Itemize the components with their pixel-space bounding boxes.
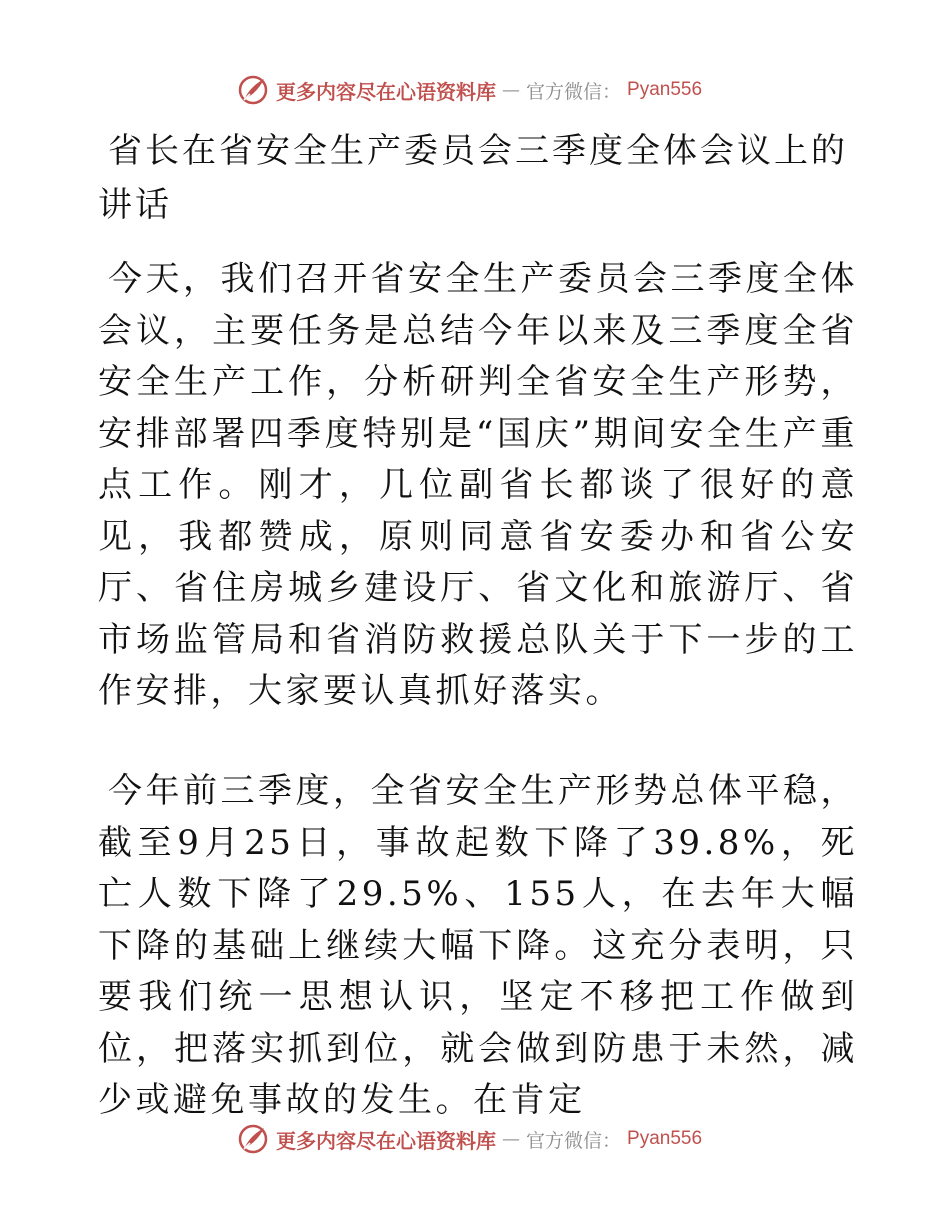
footer-dash: — [502, 1128, 520, 1150]
footer-brand-text: 更多内容尽在心语资料库 [276, 1128, 496, 1153]
header-dash: — [502, 79, 520, 101]
header-watermark [236, 72, 702, 108]
footer-wechat-account: Pyan556 [627, 1128, 703, 1149]
header-wechat-label: 官方微信： [526, 80, 622, 103]
document-title: 省长在省安全生产委员会三季度全体会议上的讲话 [98, 131, 848, 225]
paragraph-2: 今年前三季度，全省安全生产形势总体平稳，截至9月25日，事故起数下降了39.8%，死亡人数下降了29.5%、155人，在去年大幅下降的基础上继续大幅下降。这充分表明，只要我们统一思想认识，坚定不移把工作做到位，把落实抓到位，就会做到防患于未然，减少或避免事故的发生。在肯定 [98, 771, 858, 1120]
footer-wechat-label: 官方微信： [526, 1129, 622, 1152]
header-wechat-account: Pyan556 [627, 79, 703, 100]
quill-logo-icon [236, 1122, 270, 1156]
quill-logo-icon [236, 73, 270, 107]
header-brand-text: 更多内容尽在心语资料库 [276, 79, 496, 104]
paragraph-1: 今天，我们召开省安全生产委员会三季度全体会议，主要任务是总结今年以来及三季度全省安全生产工作，分析研判全省安全生产形势，安排部署四季度特别是“国庆”期间安全生产重点工作。刚才，几位副省长都谈了很好的意见，我都赞成，原则同意省安委办和省公安厅、省住房城乡建设厅、省文化和旅游厅、省市场监管局和省消防救援总队关于下一步的工作安排，大家要认真抓好落实。 [98, 259, 858, 711]
footer-watermark [236, 1121, 702, 1157]
